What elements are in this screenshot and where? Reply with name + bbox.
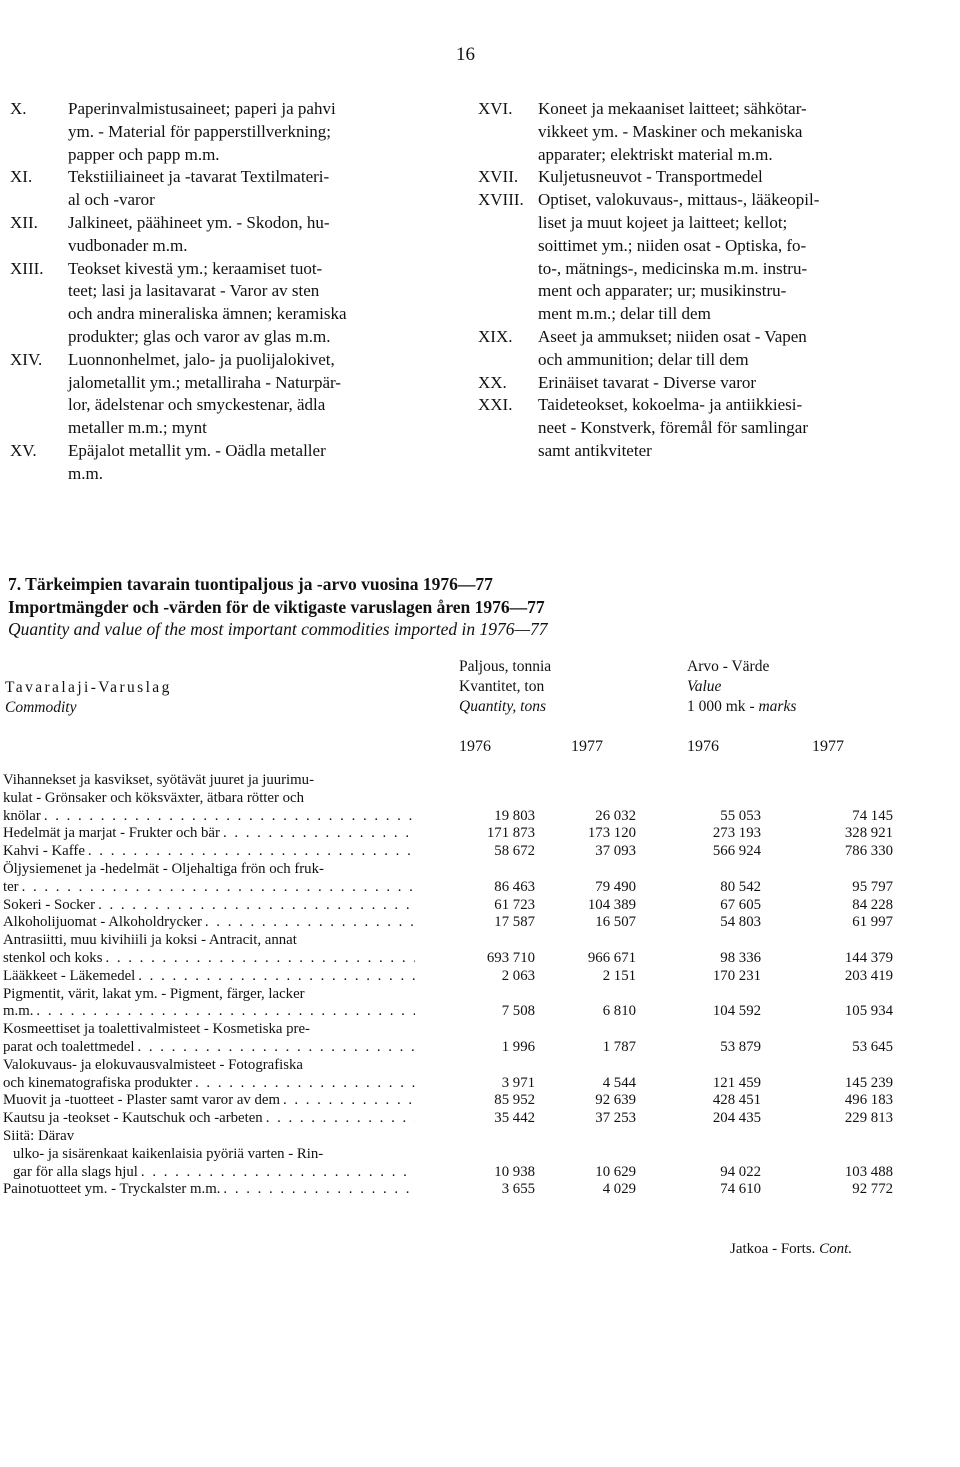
- value-unit: 1 000 mk: [687, 698, 746, 715]
- class-description-line: to-, mätnings-, medicinska m.m. instru-: [538, 258, 808, 278]
- commodity-label-line: [3, 1003, 415, 1021]
- class-description-line: Taideteokset, kokoelma- ja antiikkiesi-: [538, 395, 803, 415]
- quantity-header-swedish: Kvantitet, ton: [459, 678, 545, 695]
- commodity-label-line: [3, 932, 415, 950]
- class-description: [538, 166, 898, 189]
- quantity-1977-cell: 16 507: [595, 914, 636, 931]
- commodity-label-text: Muovit ja -tuotteet - Plaster samt varor av dem: [3, 1092, 280, 1109]
- quantity-1977-cell: 10 629: [595, 1163, 636, 1180]
- quantity-1976-cell: 19 803: [494, 807, 535, 824]
- class-description-line: Jalkineet, päähineet ym. - Skodon, hu-: [68, 212, 330, 232]
- class-code: XVI.: [478, 99, 513, 118]
- value-column-header: [687, 657, 796, 717]
- class-description-line: produkter; glas och varor av glas m.m.: [68, 326, 331, 346]
- value-header-english: Value: [687, 678, 722, 695]
- commodity-label: [3, 986, 415, 1022]
- class-description-line: al och -varor: [68, 190, 155, 210]
- class-description-line: ym. - Material för papperstillverkning;: [68, 121, 331, 141]
- commodity-label-text: Pigmentit, värit, lakat ym. - Pigment, färger, lacker: [3, 985, 305, 1002]
- quantity-1977-cell: 4 544: [602, 1074, 636, 1091]
- year-quantity-1977: 1977: [571, 738, 603, 755]
- quantity-1977-cell: 92 639: [595, 1092, 636, 1109]
- commodity-label-text: Antrasiitti, muu kivihiili ja koksi - Antracit, annat: [3, 932, 297, 949]
- value-1977-cell: 61 997: [852, 914, 893, 931]
- commodity-label-line: [3, 1128, 415, 1146]
- table-row: [3, 932, 893, 968]
- class-description-line: Koneet ja mekaaniset laitteet; sähkötar-: [538, 99, 807, 118]
- value-1976-cell: 80 542: [720, 878, 761, 895]
- class-description: [68, 98, 430, 166]
- commodity-label-text: knölar: [3, 807, 41, 824]
- commodity-header-label: Tavaralaji-Varuslag: [5, 679, 172, 696]
- commodity-label: [3, 1110, 415, 1128]
- class-description-line: Erinäiset tavarat - Diverse varor: [538, 372, 757, 392]
- table-row: [3, 914, 893, 932]
- commodity-label-line: [3, 986, 415, 1004]
- commodity-column-header: [5, 678, 172, 718]
- value-1977-cell: 74 145: [852, 807, 893, 824]
- value-1976-cell: 121 459: [712, 1074, 761, 1091]
- commodity-label: [3, 772, 415, 825]
- quantity-1977-cell: 966 671: [587, 949, 636, 966]
- commodity-label-text: Siitä: Därav: [3, 1127, 75, 1144]
- commodity-label-text: kulat - Grönsaker och köksväxter, ätbara rötter och: [3, 789, 304, 806]
- quantity-1977-cell: 26 032: [595, 807, 636, 824]
- value-1976-cell: 55 053: [720, 807, 761, 824]
- quantity-1977-cell: 2 151: [602, 967, 636, 984]
- continued-english: Cont.: [819, 1241, 853, 1257]
- quantity-1977-cell: 37 093: [595, 843, 636, 860]
- quantity-header-english: Quantity, tons: [459, 698, 546, 715]
- dot-leader: [102, 950, 415, 968]
- commodity-label: [3, 932, 415, 968]
- commodity-label-line: [3, 950, 415, 968]
- class-description: [68, 349, 430, 440]
- value-1977-cell: 84 228: [852, 896, 893, 913]
- table-row: [3, 1181, 893, 1199]
- commodity-label-line: [3, 1092, 415, 1110]
- value-1977-cell: 144 379: [844, 949, 893, 966]
- class-code: XX.: [478, 372, 507, 392]
- commodity-label: [3, 825, 415, 843]
- value-1977-cell: 92 772: [852, 1181, 893, 1198]
- class-code: X.: [10, 99, 27, 118]
- class-description-line: Tekstiiliaineet ja -tavarat Textilmateri-: [68, 167, 330, 187]
- commodity-label-text: m.m.: [3, 1003, 34, 1020]
- class-entry: [478, 394, 898, 462]
- value-1976-cell: 53 879: [720, 1038, 761, 1055]
- commodity-label-text: Alkoholijuomat - Alkoholdrycker: [3, 914, 202, 931]
- commodity-label-text: Kosmeettiset ja toalettivalmisteet - Kosmetiska pre-: [3, 1021, 310, 1038]
- class-entry: [10, 98, 430, 166]
- class-description-line: och ammunition; delar till dem: [538, 349, 749, 369]
- quantity-1976-cell: 1 996: [501, 1038, 535, 1055]
- value-header-label: Arvo - Värde: [687, 658, 770, 675]
- commodity-label-line: [3, 843, 415, 861]
- heading-english: Quantity and value of the most important commodities imported in 1976—77: [8, 619, 548, 639]
- class-entry: [478, 189, 898, 326]
- class-description-line: Epäjalot metallit ym. - Oädla metaller: [68, 440, 326, 460]
- dot-leader: [95, 897, 415, 915]
- class-description-line: teet; lasi ja lasitavarat - Varor av sten: [68, 281, 320, 301]
- class-entry: [478, 166, 898, 189]
- commodity-header-english: Commodity: [5, 699, 77, 716]
- value-1977-cell: 53 645: [852, 1038, 893, 1055]
- quantity-1977-cell: 6 810: [602, 1003, 636, 1020]
- import-table: [3, 772, 893, 1199]
- commodity-label-text: Öljysiemenet ja -hedelmät - Oljehaltiga frön och fruk-: [3, 860, 324, 877]
- value-1976-cell: 273 193: [712, 825, 761, 842]
- class-entry: [478, 326, 898, 372]
- class-description-line: ment m.m.; delar till dem: [538, 304, 711, 324]
- year-header-row: [0, 738, 960, 760]
- commodity-label-text: parat och toalettmedel: [3, 1038, 135, 1055]
- heading-swedish: Importmängder och -värden för de viktigaste varuslagen åren 1976—77: [8, 596, 545, 617]
- class-description-line: metaller m.m.; mynt: [68, 418, 207, 438]
- commodity-classes-right: [478, 98, 898, 463]
- value-1977-cell: 105 934: [844, 1003, 893, 1020]
- class-entry: [10, 349, 430, 440]
- commodity-label-line: [3, 825, 415, 843]
- commodity-label-line: [3, 808, 415, 826]
- heading-finnish: 7. Tärkeimpien tavarain tuontipaljous ja -arvo vuosina 1976—77: [8, 574, 493, 594]
- class-entry: [10, 166, 430, 212]
- class-description-line: och andra mineraliska ämnen; keramiska: [68, 304, 347, 324]
- class-description-line: Teokset kivestä ym.; keraamiset tuot-: [68, 258, 323, 278]
- quantity-1977-cell: 104 389: [587, 896, 636, 913]
- class-description-line: Luonnonhelmet, jalo- ja puolijalokivet,: [68, 349, 335, 369]
- class-description-line: samt antikviteter: [538, 440, 652, 460]
- commodity-label-text: Kahvi - Kaffe: [3, 843, 85, 860]
- class-description-line: jalometallit ym.; metalliraha - Naturpär-: [68, 372, 341, 392]
- value-1976-cell: 54 803: [720, 914, 761, 931]
- class-description: [68, 440, 430, 486]
- commodity-label: [3, 1057, 415, 1093]
- value-1976-cell: 566 924: [712, 843, 761, 860]
- class-description-line: neet - Konstverk, föremål för samlingar: [538, 418, 809, 438]
- commodity-label-line: [3, 897, 415, 915]
- dot-leader: [220, 1181, 415, 1199]
- value-1977-cell: 328 921: [844, 825, 893, 842]
- value-1977-cell: 103 488: [844, 1163, 893, 1180]
- quantity-1976-cell: 86 463: [494, 878, 535, 895]
- commodity-label-text: och kinematografiska produkter: [3, 1074, 193, 1091]
- class-description-line: Optiset, valokuvaus-, mittaus-, lääkeopil-: [538, 190, 820, 210]
- continued-text: Jatkoa - Forts.: [730, 1241, 816, 1257]
- commodity-label-line: [3, 861, 415, 879]
- commodity-label: [3, 1181, 415, 1199]
- value-1977-cell: 229 813: [844, 1110, 893, 1127]
- class-description: [68, 212, 430, 258]
- class-code: XIII.: [10, 258, 44, 278]
- value-1976-cell: 74 610: [720, 1181, 761, 1198]
- dot-leader: [33, 1003, 415, 1021]
- dot-leader: [41, 808, 415, 826]
- class-entry: [10, 258, 430, 349]
- table-row: [3, 1128, 893, 1181]
- value-1976-cell: 94 022: [720, 1163, 761, 1180]
- class-description-line: papper och papp m.m.: [68, 144, 220, 164]
- commodity-label: [3, 1128, 415, 1181]
- quantity-1976-cell: 35 442: [494, 1110, 535, 1127]
- value-1976-cell: 170 231: [712, 967, 761, 984]
- class-entry: [10, 212, 430, 258]
- class-description-line: m.m.: [68, 463, 103, 483]
- class-description-line: ment och apparater; ur; musikinstru-: [538, 281, 787, 301]
- class-description-line: vikkeet ym. - Maskiner och mekaniska: [538, 121, 803, 141]
- class-description: [538, 372, 898, 395]
- table-row: [3, 1021, 893, 1057]
- value-1976-cell: 98 336: [720, 949, 761, 966]
- class-code: XIX.: [478, 326, 513, 346]
- commodity-label-line: [3, 1075, 415, 1093]
- value-1976-cell: 428 451: [712, 1092, 761, 1109]
- page-number: 16: [456, 44, 475, 65]
- dot-leader: [263, 1110, 415, 1128]
- commodity-label-text: stenkol och koks: [3, 949, 103, 966]
- commodity-label-text: Vihannekset ja kasvikset, syötävät juuret ja juurimu-: [3, 772, 315, 788]
- commodity-label: [3, 914, 415, 932]
- class-description-line: Paperinvalmistusaineet; paperi ja pahvi: [68, 99, 336, 118]
- commodity-label-line: [3, 772, 415, 790]
- commodity-label: [3, 861, 415, 897]
- quantity-1976-cell: 58 672: [494, 843, 535, 860]
- table-row: [3, 986, 893, 1022]
- commodity-label-text: gar för alla slags hjul: [13, 1163, 138, 1180]
- class-description: [68, 258, 430, 349]
- value-1977-cell: 95 797: [852, 878, 893, 895]
- quantity-1976-cell: 85 952: [494, 1092, 535, 1109]
- dot-leader: [85, 843, 415, 861]
- commodity-label-line: [3, 914, 415, 932]
- commodity-label-text: Sokeri - Socker: [3, 896, 96, 913]
- class-code: XVIII.: [478, 190, 524, 210]
- continued-note: [730, 1241, 852, 1258]
- dot-leader: [135, 968, 415, 986]
- table-row: [3, 968, 893, 986]
- commodity-label-line: [3, 1146, 415, 1164]
- commodity-label-line: [3, 968, 415, 986]
- value-1977-cell: 786 330: [844, 843, 893, 860]
- commodity-label-text: Hedelmät ja marjat - Frukter och bär: [3, 825, 220, 842]
- value-unit-english: - marks: [749, 698, 797, 715]
- commodity-label: [3, 968, 415, 986]
- quantity-1976-cell: 2 063: [501, 967, 535, 984]
- quantity-1976-cell: 61 723: [494, 896, 535, 913]
- dot-leader: [134, 1039, 415, 1057]
- commodity-label-line: [3, 1057, 415, 1075]
- value-1977-cell: 203 419: [844, 967, 893, 984]
- commodity-label-text: ter: [3, 878, 19, 895]
- dot-leader: [19, 879, 415, 897]
- table-row: [3, 861, 893, 897]
- table-row: [3, 897, 893, 915]
- class-description-line: apparater; elektriskt material m.m.: [538, 144, 773, 164]
- class-code: XVII.: [478, 167, 519, 187]
- commodity-label-text: Painotuotteet ym. - Tryckalster m.m.: [3, 1181, 221, 1198]
- class-code: XV.: [10, 440, 37, 460]
- commodity-label-line: [3, 1021, 415, 1039]
- value-1976-cell: 67 605: [720, 896, 761, 913]
- quantity-1976-cell: 3 655: [501, 1181, 535, 1198]
- class-code: XII.: [10, 212, 38, 232]
- class-code: XI.: [10, 167, 33, 187]
- class-entry: [10, 440, 430, 486]
- value-1977-cell: 145 239: [844, 1074, 893, 1091]
- value-1977-cell: 496 183: [844, 1092, 893, 1109]
- class-code: XIV.: [10, 349, 43, 369]
- quantity-column-header: [459, 657, 551, 717]
- class-description-line: vudbonader m.m.: [68, 235, 188, 255]
- quantity-1977-cell: 4 029: [602, 1181, 636, 1198]
- quantity-1976-cell: 17 587: [494, 914, 535, 931]
- table-row: [3, 1110, 893, 1128]
- dot-leader: [220, 825, 415, 843]
- quantity-1976-cell: 171 873: [486, 825, 535, 842]
- year-quantity-1976: 1976: [459, 738, 491, 755]
- value-header-unit: [687, 697, 796, 717]
- dot-leader: [202, 914, 415, 932]
- commodity-label: [3, 897, 415, 915]
- dot-leader: [280, 1092, 415, 1110]
- quantity-1976-cell: 3 971: [501, 1074, 535, 1091]
- quantity-1977-cell: 1 787: [602, 1038, 636, 1055]
- quantity-1976-cell: 7 508: [501, 1003, 535, 1020]
- table-row: [3, 843, 893, 861]
- class-description: [538, 189, 898, 326]
- table-row: [3, 825, 893, 843]
- class-description: [538, 394, 898, 462]
- commodity-label-text: ulko- ja sisärenkaat kaikenlaisia pyöriä varten - Rin-: [13, 1145, 324, 1162]
- commodity-label: [3, 1021, 415, 1057]
- table-row: [3, 772, 893, 825]
- class-code: XXI.: [478, 395, 513, 415]
- year-value-1977: 1977: [812, 738, 844, 755]
- class-entry: [478, 98, 898, 166]
- commodity-label: [3, 1092, 415, 1110]
- commodity-label-line: [3, 1164, 415, 1182]
- quantity-1977-cell: 37 253: [595, 1110, 636, 1127]
- class-description-line: lor, ädelstenar och smyckestenar, ädla: [68, 395, 326, 415]
- class-entry: [478, 372, 898, 395]
- table-heading: [8, 573, 548, 641]
- quantity-1976-cell: 693 710: [486, 949, 535, 966]
- dot-leader: [138, 1164, 415, 1182]
- commodity-label-line: [3, 879, 415, 897]
- commodity-label-line: [3, 1110, 415, 1128]
- commodity-label-line: [3, 1181, 415, 1199]
- quantity-1977-cell: 79 490: [595, 878, 636, 895]
- quantity-1977-cell: 173 120: [587, 825, 636, 842]
- value-1976-cell: 204 435: [712, 1110, 761, 1127]
- commodity-label-line: [3, 790, 415, 808]
- commodity-label-text: Lääkkeet - Läkemedel: [3, 967, 136, 984]
- class-description: [538, 98, 898, 166]
- quantity-1976-cell: 10 938: [494, 1163, 535, 1180]
- year-value-1976: 1976: [687, 738, 719, 755]
- class-description-line: Aseet ja ammukset; niiden osat - Vapen: [538, 326, 807, 346]
- class-description-line: liset ja muut kojeet ja laitteet; kellot;: [538, 212, 788, 232]
- commodity-label-text: Valokuvaus- ja elokuvausvalmisteet - Fotografiska: [3, 1056, 303, 1073]
- commodity-label-line: [3, 1039, 415, 1057]
- quantity-header-finnish: Paljous, tonnia: [459, 658, 552, 675]
- class-description: [538, 326, 898, 372]
- commodity-label-text: Kautsu ja -teokset - Kautschuk och -arbeten: [3, 1110, 263, 1127]
- class-description: [68, 166, 430, 212]
- table-row: [3, 1057, 893, 1093]
- class-description-line: Kuljetusneuvot - Transportmedel: [538, 167, 763, 187]
- commodity-classes-left: [10, 98, 430, 486]
- commodity-label: [3, 843, 415, 861]
- table-row: [3, 1092, 893, 1110]
- value-1976-cell: 104 592: [712, 1003, 761, 1020]
- dot-leader: [192, 1075, 415, 1093]
- class-description-line: soittimet ym.; niiden osat - Optiska, fo-: [538, 235, 807, 255]
